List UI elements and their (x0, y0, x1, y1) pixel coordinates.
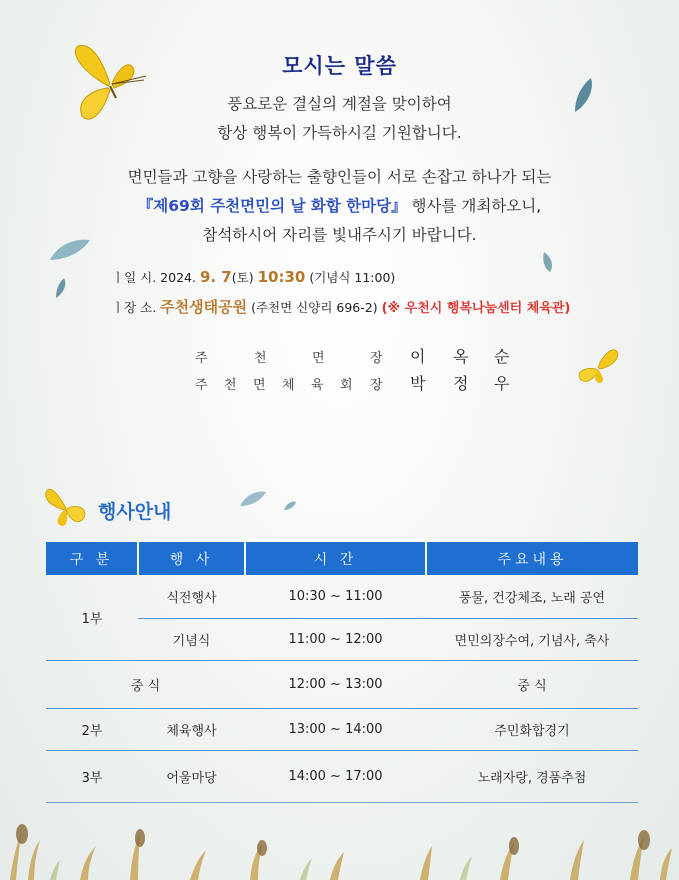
event-cell: 체육행사 (138, 708, 245, 750)
place-name: 주천생태공원 (160, 298, 248, 316)
header-category: 구 분 (46, 542, 138, 575)
time-cell: 14:00 ~ 17:00 (245, 750, 426, 802)
body-line-2 (0, 194, 679, 216)
date-day: 9. 7 (199, 268, 232, 286)
body-line-3: 참석하시어 자리를 빛내주시기 바랍니다. (202, 226, 477, 244)
lunch-cell: 중 식 (46, 660, 245, 708)
place-alt: (※ 우천시 행복나눔센터 체육관) (381, 301, 571, 316)
signature-name-char: 이 (410, 347, 426, 366)
table-row (46, 575, 638, 618)
time-cell: 10:30 ~ 11:00 (245, 575, 426, 618)
signature-title-char: 장 (370, 351, 383, 366)
signature-title-char: 회 (340, 378, 353, 393)
time-cell: 12:00 ~ 13:00 (245, 660, 426, 708)
part-cell: 1부 (46, 575, 138, 660)
date-line (112, 268, 395, 286)
content-cell: 면민의장수여, 기념사, 축사 (426, 618, 638, 660)
part-cell: 3부 (46, 750, 138, 802)
date-time: 10:30 (257, 268, 306, 286)
signature-title-char: 주 (195, 351, 208, 366)
date-label: ㅣ일 시. (112, 270, 157, 285)
content-cell: 주민화합경기 (426, 708, 638, 750)
event-cell: 식전행사 (138, 575, 245, 618)
signature-name-char: 박 (410, 374, 426, 393)
greeting-line-1: 풍요로운 결실의 계절을 맞이하여 (227, 95, 452, 113)
time-cell: 13:00 ~ 14:00 (245, 708, 426, 750)
event-cell: 기념식 (138, 618, 245, 660)
place-line (112, 296, 570, 317)
header-time: 시 간 (245, 542, 426, 575)
schedule-table (46, 542, 638, 803)
signature-name-char: 우 (494, 374, 510, 393)
butterfly-icon (44, 484, 90, 528)
signature-name-char: 옥 (453, 347, 469, 366)
signature-title-char: 천 (224, 378, 237, 393)
content-cell: 노래자랑, 경품추첨 (426, 750, 638, 802)
event-cell: 어울마당 (138, 750, 245, 802)
table-row (46, 660, 638, 708)
greeting-line-2: 항상 행복이 가득하시길 기원합니다. (217, 124, 462, 142)
place-label: ㅣ장 소. (112, 300, 157, 315)
body-line-2-suffix: 행사를 개최하오니, (406, 197, 542, 215)
butterfly-icon (576, 345, 620, 385)
table-row (46, 750, 638, 802)
content-cell: 풍물, 건강체조, 노래 공연 (426, 575, 638, 618)
header-content: 주요내용 (426, 542, 638, 575)
signature-title-char: 육 (311, 378, 324, 393)
table-header-row (46, 542, 638, 575)
event-name: 『제69회 주천면민의 날 화합 한마당』 (137, 197, 407, 215)
date-weekday: (토) (231, 270, 254, 285)
signature-title-char: 천 (254, 351, 267, 366)
header-event: 행 사 (138, 542, 245, 575)
grass-icon (0, 810, 679, 880)
date-year: 2024. (160, 270, 196, 285)
signature-title-char: 주 (195, 378, 208, 393)
section-title: 행사안내 (98, 501, 172, 523)
signature-title-char: 면 (253, 378, 266, 393)
signature-title-char: 체 (282, 378, 295, 393)
part-cell: 2부 (46, 708, 138, 750)
time-cell: 11:00 ~ 12:00 (245, 618, 426, 660)
date-ceremony: (기념식 11:00) (309, 270, 396, 285)
invitation-title: 모시는 말씀 (282, 54, 397, 78)
body-line-1: 면민들과 고향을 사랑하는 출향인들이 서로 손잡고 하나가 되는 (127, 168, 552, 186)
signature-name-char: 순 (494, 347, 510, 366)
place-address: (주천면 신양리 696-2) (251, 300, 378, 315)
leaf-icon (540, 250, 554, 274)
table-row (46, 708, 638, 750)
signature-title-char: 면 (312, 351, 325, 366)
leaf-icon (54, 276, 68, 300)
signature-title-char: 장 (370, 378, 383, 393)
content-cell: 중 식 (426, 660, 638, 708)
leaf-icon (238, 490, 268, 508)
leaf-icon (282, 500, 298, 512)
signature-name-char: 정 (453, 374, 469, 393)
